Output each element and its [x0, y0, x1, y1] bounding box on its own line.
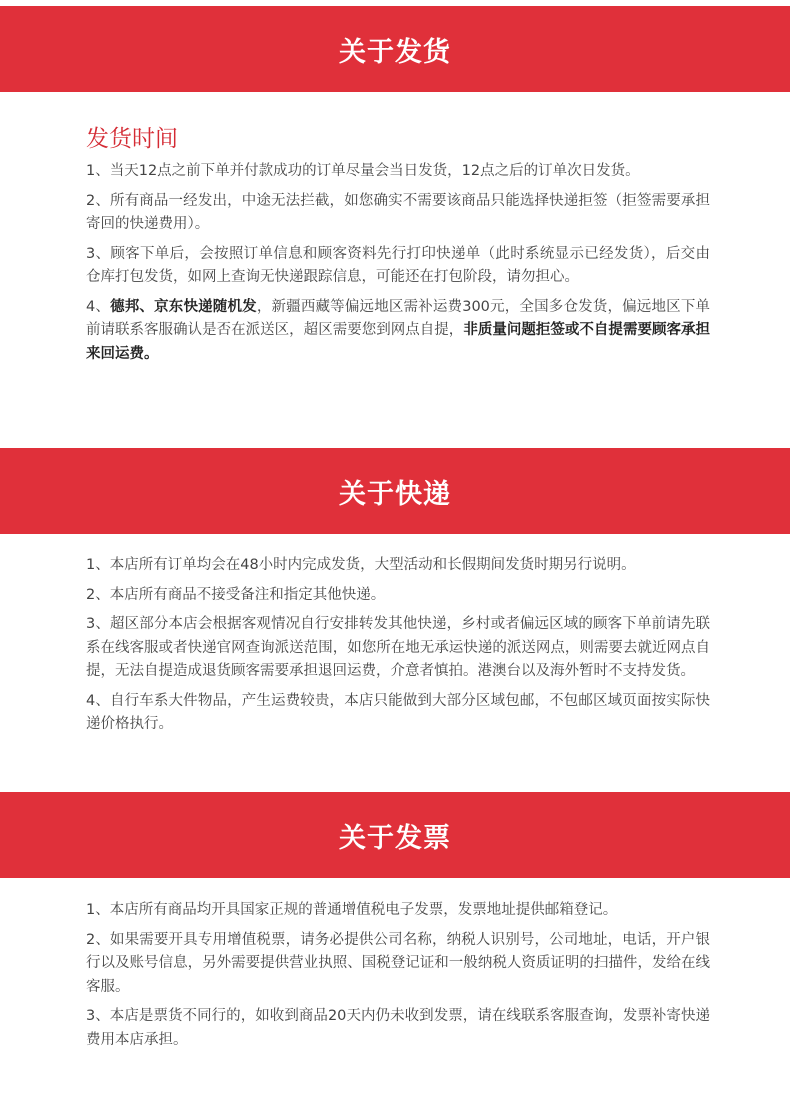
- invoice-banner: [0, 792, 790, 878]
- shipping-refusal-note: 非质量问题拒签或不自提需要顾客承担来回运费。: [86, 322, 711, 362]
- shipping-item-3: 3、顾客下单后，会按照订单信息和顾客资料先行打印快递单（此时系统显示已经发货），后交由仓库打包发货，如网上查询无快递跟踪信息，可能还在打包阶段，请勿担心。: [86, 245, 710, 285]
- shipping-banner: [0, 6, 790, 92]
- shipping-banner-title: 关于发货: [339, 36, 451, 68]
- shipping-item-4: [86, 296, 710, 367]
- shipping-item-4-text: ，新疆西藏等偏远地区需补运费300元，全国多仓发货，偏远地区下单前请联系客服确认是否在派送区，超区需要您到网点自提，: [86, 298, 710, 338]
- invoice-banner-title: 关于发票: [339, 822, 451, 854]
- express-item-4: 4、自行车系大件物品，产生运费较贵，本店只能做到大部分区域包邮，不包邮区域页面按实际快递价格执行。: [86, 692, 710, 732]
- invoice-item-3: 3、本店是票货不同行的，如收到商品20天内仍未收到发票，请在线联系客服查询，发票补寄快递费用本店承担。: [86, 1008, 710, 1048]
- shipping-item-1: 1、当天12点之前下单并付款成功的订单尽量会当日发货，12点之后的订单次日发货。: [86, 163, 640, 179]
- express-banner-title: 关于快递: [339, 478, 451, 510]
- shipping-item-4-prefix: 4、: [86, 298, 111, 315]
- invoice-item-1: 1、本店所有商品均开具国家正规的普通增值税电子发票，发票地址提供邮箱登记。: [86, 902, 618, 918]
- shipping-item-2: 2、所有商品一经发出，中途无法拦截，如您确实不需要该商品只能选择快递拒签（拒签需要承担寄回的快递费用）。: [86, 192, 710, 232]
- shipping-section: [86, 124, 710, 372]
- express-item-2: 2、本店所有商品不接受备注和指定其他快递。: [86, 586, 386, 603]
- express-item-1: 1、本店所有订单均会在48小时内完成发货，大型活动和长假期间发货时期另行说明。: [86, 557, 636, 573]
- invoice-item-2: 2、如果需要开具专用增值税票，请务必提供公司名称，纳税人识别号，公司地址，电话，开户银行以及账号信息，另外需要提供营业执照、国税登记证和一般纳税人资质证明的扫描件，发给在线客服。: [86, 931, 710, 995]
- shipping-time-title: 发货时间: [86, 126, 178, 152]
- express-section: [86, 554, 710, 743]
- express-banner: [0, 448, 790, 534]
- express-item-3: 3、超区部分本店会根据客观情况自行安排转发其他快递，乡村或者偏远区域的顾客下单前请先联系在线客服或者快递官网查询派送范围，如您所在地无承运快递的派送网点，则需要去就近网点自提，无法自提造成退货顾客需要承担退回运费，介意者慎拍。港澳台以及海外暂时不支持发货。: [86, 616, 710, 679]
- shipping-carriers: 德邦、京东快递随机发: [110, 298, 257, 315]
- invoice-section: [86, 899, 710, 1058]
